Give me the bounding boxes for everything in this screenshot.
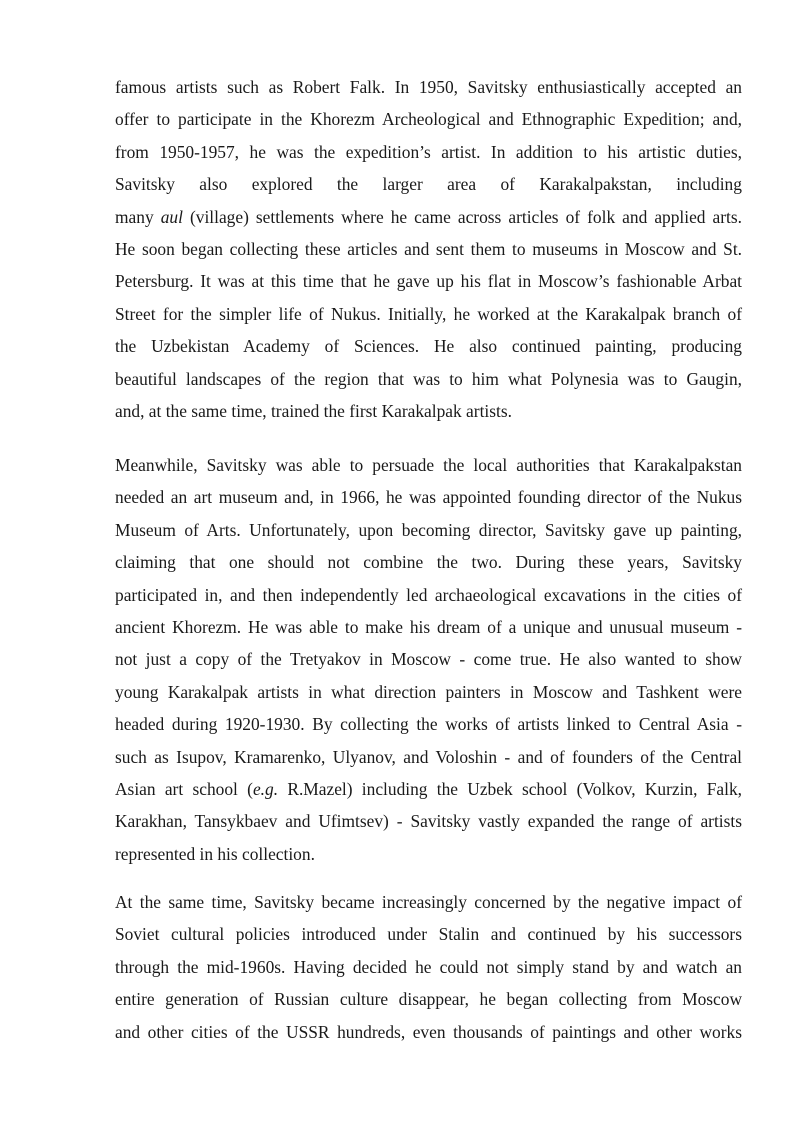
text-line: needed an art museum and, in 1966, he was appointed founding director of the Nukus <box>115 487 742 508</box>
text-line: He soon began collecting these articles and sent them to museums in Moscow and St. <box>115 238 742 259</box>
text-word: including <box>676 174 742 195</box>
text-line: Petersburg. It was at this time that he gave up his flat in Moscow’s fashionable Arbat <box>115 271 742 292</box>
text-line: Soviet cultural policies introduced under Stalin and continued by his successors <box>115 924 742 945</box>
text-word: the <box>336 174 359 195</box>
text-word: Savitsky <box>115 174 175 195</box>
text-line: not just a copy of the Tretyakov in Moscow - come true. He also wanted to show <box>115 649 742 670</box>
text-line: Meanwhile, Savitsky was able to persuade the local authorities that Karakalpakstan <box>115 455 742 475</box>
text-segment: many <box>115 206 154 227</box>
text-line: through the mid-1960s. Having decided he could not simply stand by and watch an <box>115 956 742 977</box>
text-line: beautiful landscapes of the region that was to him what Polynesia was to Gaugin, <box>115 368 742 389</box>
italic-term: e.g. <box>252 778 279 799</box>
text-line: headed during 1920-1930. By collecting the works of artists linked to Central Asia - <box>115 714 742 735</box>
text-line: and other cities of the USSR hundreds, even thousands of paintings and other works <box>115 1021 742 1042</box>
text-line: such as Isupov, Kramarenko, Ulyanov, and Voloshin - and of founders of the Central <box>115 746 742 767</box>
text-line: represented in his collection. <box>115 843 315 864</box>
text-line: At the same time, Savitsky became increasingly concerned by the negative impact of <box>115 892 742 912</box>
text-word: area <box>447 174 477 195</box>
text-word: explored <box>251 174 313 195</box>
text-line: Karakhan, Tansykbaev and Ufimtsev) - Savitsky vastly expanded the range of artists <box>115 811 742 832</box>
text-line: entire generation of Russian culture disappear, he began collecting from Moscow <box>115 989 742 1010</box>
paragraph-2 <box>115 449 742 870</box>
text-segment: R.Mazel) including the Uzbek school (Volkov, Kurzin, Falk, <box>287 778 742 799</box>
text-line <box>115 201 742 233</box>
text-line: participated in, and then independently led archaeological excavations in the cities of <box>115 584 742 605</box>
text-word: also <box>199 174 228 195</box>
text-line: ancient Khorezm. He was able to make his dream of a unique and unusual museum - <box>115 616 742 637</box>
text-word: Karakalpakstan, <box>539 174 652 195</box>
text-line <box>115 773 742 805</box>
text-word: of <box>500 174 515 195</box>
text-line: young Karakalpak artists in what direction painters in Moscow and Tashkent were <box>115 681 742 702</box>
text-segment: Asian art school ( <box>115 778 253 799</box>
text-line <box>115 168 742 200</box>
paragraph-3 <box>115 886 742 1048</box>
text-line: and, at the same time, trained the first Karakalpak artists. <box>115 400 512 421</box>
paragraph-1 <box>115 71 742 427</box>
text-segment: (village) settlements where he came across articles of folk and applied arts. <box>189 206 742 227</box>
text-line: Street for the simpler life of Nukus. Initially, he worked at the Karakalpak branch of <box>115 303 742 324</box>
text-line: the Uzbekistan Academy of Sciences. He also continued painting, producing <box>115 336 742 357</box>
text-line: from 1950-1957, he was the expedition’s artist. In addition to his artistic duties, <box>115 141 742 162</box>
italic-term: aul <box>160 206 183 227</box>
text-line: claiming that one should not combine the two. During these years, Savitsky <box>115 552 742 573</box>
text-line: famous artists such as Robert Falk. In 1950, Savitsky enthusiastically accepted an <box>115 77 742 97</box>
text-line: Museum of Arts. Unfortunately, upon becoming director, Savitsky gave up painting, <box>115 519 742 540</box>
text-word: larger <box>382 174 423 195</box>
text-line: offer to participate in the Khorezm Archeological and Ethnographic Expedition; and, <box>115 109 742 130</box>
